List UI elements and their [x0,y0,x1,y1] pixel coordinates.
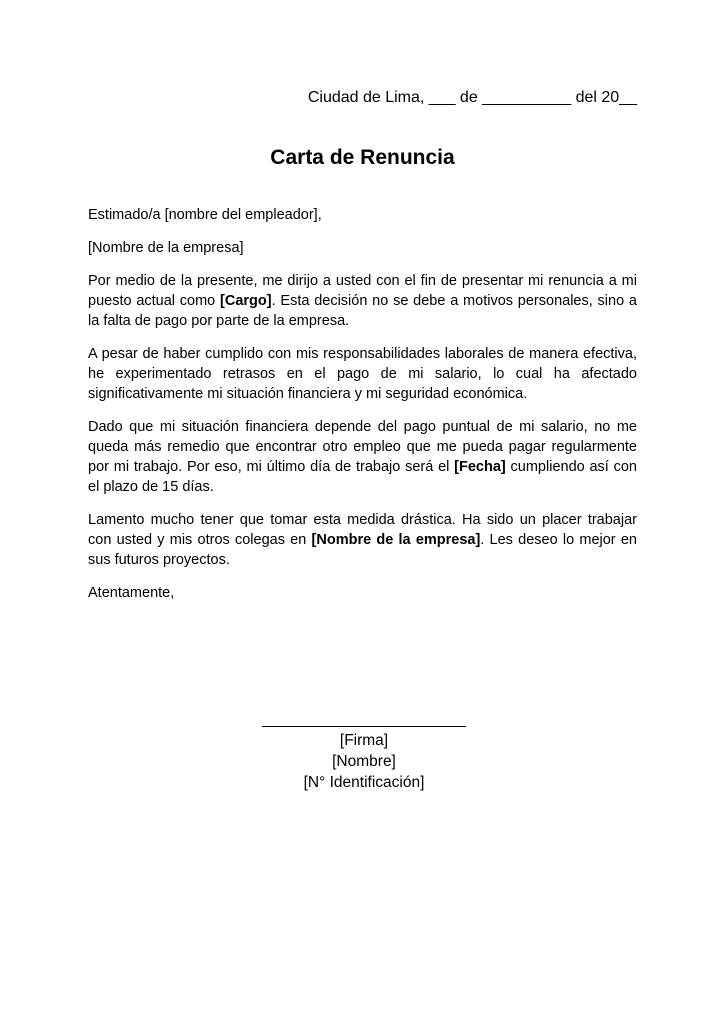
paragraph-text: Lamento mucho tener que tomar esta medida drástica. Ha sido un placer trabajar con usted y mis otros colegas en [88,512,637,548]
company-placeholder: [Nombre de la empresa] [311,532,481,548]
greeting: Estimado/a [nombre del empleador], [88,207,322,223]
paragraph-text: Dado que mi situación financiera depende del pago puntual de mi salario, no me queda más remedio que encontrar otro empleo que me pueda pagar regularmente por mi trabajo. Por eso, mi último día de trabajo será el [88,419,637,475]
paragraph-text: Por medio de la presente, me dirijo a usted con el fin de presentar mi renuncia a mi puesto actual como [88,273,637,309]
company-line: [Nombre de la empresa] [88,240,244,256]
signature-line [262,726,466,727]
fecha-placeholder: [Fecha] [454,459,506,475]
letter-body [88,205,637,616]
cargo-placeholder: [Cargo] [220,293,272,309]
signature-block [262,726,466,793]
signature-nombre: [Nombre] [332,753,396,770]
paragraph-text: . Esta decisión no se debe a motivos personales, sino a la falta de pago por parte de la empresa. [88,293,637,329]
paragraph-last-day [88,417,637,497]
letter-title: Carta de Renuncia [270,146,455,169]
paragraph-resignation [88,271,637,331]
paragraph-responsibilities: A pesar de haber cumplido con mis responsabilidades laborales de manera efectiva, he experimentado retrasos en el pago de mi salario, lo cual ha afectado significativamente mi situación financiera y mi seguridad económica. [88,346,637,402]
date-line: Ciudad de Lima, ___ de __________ del 20__ [307,89,637,106]
paragraph-text: . Les deseo lo mejor en sus futuros proyectos. [88,532,637,568]
signature-identificacion: [N° Identificación] [303,774,425,791]
closing: Atentamente, [88,585,175,601]
signature-firma: [Firma] [339,732,389,749]
paragraph-text: cumpliendo así con el plazo de 15 días. [88,459,637,495]
paragraph-farewell [88,510,637,570]
